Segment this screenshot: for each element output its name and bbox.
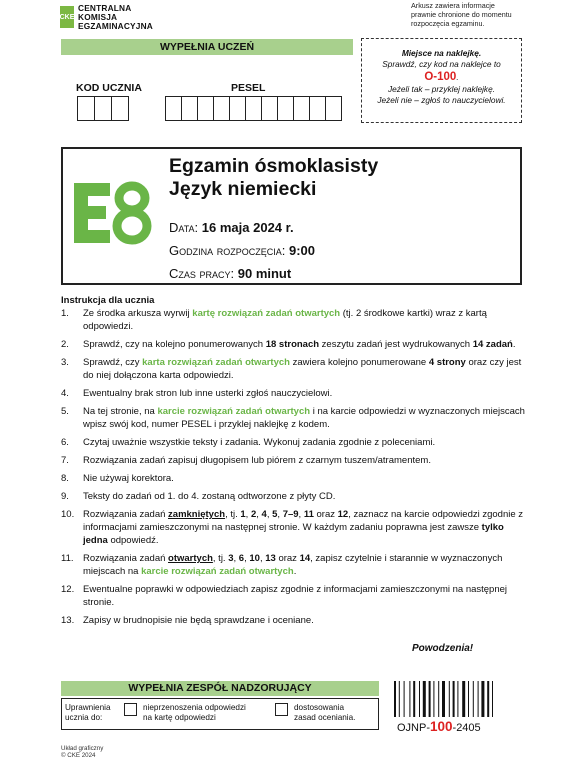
instruction-number: 5. bbox=[61, 406, 69, 417]
rights-label-line: Uprawnienia bbox=[65, 703, 111, 712]
date-label: Data: bbox=[169, 220, 199, 235]
duration-label: Czas pracy: bbox=[169, 266, 235, 281]
exam-start-time bbox=[169, 243, 315, 258]
instruction-text: , tj. bbox=[225, 509, 241, 520]
pesel-digit-box[interactable] bbox=[278, 96, 294, 121]
instruction-text: Ewentualny brak stron lub inne usterki zgłoś nauczycielowi. bbox=[83, 388, 333, 399]
pesel-label: PESEL bbox=[231, 82, 266, 94]
good-luck-text: Powodzenia! bbox=[412, 643, 474, 654]
sticker-line: Jeżeli nie – zgłoś to nauczycielowi. bbox=[377, 95, 506, 105]
instruction-text: Rozwiązania zadań bbox=[83, 509, 169, 520]
pesel-digit-box[interactable] bbox=[214, 96, 230, 121]
layout-note-line: Układ graficzny bbox=[61, 745, 104, 752]
date-value: 16 maja 2024 r. bbox=[201, 220, 294, 235]
instruction-text: Ewentualne poprawki w odpowiedziach zapisz zgodnie z informacjami zamieszczonymi na następnej stronie. bbox=[83, 584, 508, 608]
time-value: 9:00 bbox=[288, 243, 315, 258]
instruction-number: 1. bbox=[61, 308, 69, 319]
instruction-text: Teksty do zadań od 1. do 4. zostaną odtworzone z płyty CD. bbox=[83, 491, 336, 502]
instruction-number: 7. bbox=[61, 455, 69, 466]
instruction-text: zawiera kolejno ponumerowane bbox=[289, 357, 429, 368]
instruction-text: , bbox=[233, 553, 239, 564]
pesel-digit-box[interactable] bbox=[326, 96, 342, 121]
barcode-suffix: -2405 bbox=[452, 722, 481, 734]
no-transfer-checkbox[interactable] bbox=[124, 703, 137, 716]
instruction-number: 8. bbox=[61, 473, 69, 484]
instruction-item bbox=[61, 508, 531, 547]
instructions-heading: Instrukcja dla ucznia bbox=[61, 295, 155, 306]
notice-line: rozpoczęcia egzaminu. bbox=[411, 19, 485, 28]
e8-logo-icon bbox=[72, 180, 156, 246]
pesel-boxes[interactable] bbox=[165, 96, 342, 121]
instruction-text: zamkniętych bbox=[168, 509, 226, 520]
instruction-number: 4. bbox=[61, 388, 69, 399]
pesel-digit-box[interactable] bbox=[262, 96, 278, 121]
student-code-boxes[interactable] bbox=[77, 96, 129, 121]
instruction-text: , bbox=[244, 553, 250, 564]
instruction-text: , bbox=[259, 553, 266, 564]
instruction-item bbox=[61, 405, 531, 431]
barcode-variant: 100 bbox=[430, 719, 453, 734]
logo-line: EGZAMINACYJNA bbox=[78, 20, 153, 31]
code-digit-box[interactable] bbox=[112, 96, 129, 121]
no-transfer-option-label bbox=[143, 703, 246, 723]
pesel-digit-box[interactable] bbox=[310, 96, 326, 121]
pesel-digit-box[interactable] bbox=[294, 96, 310, 121]
code-digit-box[interactable] bbox=[95, 96, 112, 121]
instruction-text: 1 bbox=[240, 509, 246, 520]
instruction-text: 7–9 bbox=[282, 509, 299, 520]
student-section-band: WYPEŁNIA UCZEŃ bbox=[61, 39, 353, 55]
instruction-number: 10. bbox=[61, 509, 75, 520]
layout-note-line: © CKE 2024 bbox=[61, 752, 96, 759]
instruction-item bbox=[61, 490, 531, 503]
instruction-text: 11 bbox=[303, 509, 314, 520]
instruction-text: Nie używaj korektora. bbox=[83, 473, 174, 484]
exam-title-box bbox=[61, 147, 522, 285]
student-rights-box bbox=[61, 698, 379, 730]
instruction-text: karta rozwiązań zadań otwartych bbox=[142, 357, 290, 368]
instruction-text: zeszytu zadań jest wydrukowanych bbox=[319, 339, 473, 350]
instruction-number: 6. bbox=[61, 437, 69, 448]
instruction-text: 2 bbox=[250, 509, 257, 520]
instruction-number: 9. bbox=[61, 491, 69, 502]
pesel-digit-box[interactable] bbox=[230, 96, 246, 121]
exam-date bbox=[169, 220, 294, 235]
cke-logo-text bbox=[78, 4, 153, 31]
sticker-code-line bbox=[362, 70, 521, 84]
option-line: na kartę odpowiedzi bbox=[143, 713, 216, 722]
instruction-number: 3. bbox=[61, 357, 69, 368]
instruction-text: kartę rozwiązań zadań otwartych bbox=[192, 308, 341, 319]
instruction-item bbox=[61, 307, 531, 333]
instruction-text: Ze środka arkusza wyrwij bbox=[83, 308, 193, 319]
cke-logo-mark: CKE bbox=[60, 6, 74, 28]
instructions-list bbox=[61, 307, 531, 627]
time-label: Godzina rozpoczęcia: bbox=[169, 243, 286, 258]
instruction-text: Zapisy w brudnopisie nie będą sprawdzane i oceniane. bbox=[83, 615, 314, 626]
pesel-digit-box[interactable] bbox=[246, 96, 262, 121]
instruction-text: 12 bbox=[337, 509, 349, 520]
instruction-text: , zaznacz na karcie odpowiedzi zgodnie z informacjami zamieszczonymi na następnej stronie. W każdym zadaniu poprawna jest zawsze bbox=[83, 509, 524, 533]
instruction-text: karcie rozwiązań zadań otwartych bbox=[141, 566, 294, 577]
instruction-number: 13. bbox=[61, 615, 75, 626]
instruction-item bbox=[61, 552, 531, 578]
sticker-title: Miejsce na naklejkę. bbox=[401, 48, 482, 58]
instruction-text: karcie rozwiązań zadań otwartych bbox=[157, 406, 311, 417]
adjusted-grading-checkbox[interactable] bbox=[275, 703, 288, 716]
instruction-item bbox=[61, 583, 531, 609]
instruction-text: , zapisz czytelnie i starannie w wyznaczonych miejscach na bbox=[83, 553, 503, 577]
instruction-text: 5 bbox=[272, 509, 278, 520]
notice-line: prawnie chronione do momentu bbox=[411, 10, 512, 19]
barcode-code bbox=[397, 719, 481, 734]
instruction-item bbox=[61, 614, 531, 627]
instruction-text: (tj. 2 środkowe kartki) wraz z kartą odpowiedzi. bbox=[83, 308, 487, 332]
instruction-text: 14 bbox=[299, 553, 311, 564]
logo-line: CENTRALNA bbox=[78, 2, 132, 13]
sticker-line: Sprawdź, czy kod na naklejce to bbox=[382, 59, 501, 69]
pesel-digit-box[interactable] bbox=[166, 96, 182, 121]
layout-note bbox=[61, 745, 103, 759]
instruction-text: 4 strony bbox=[428, 357, 466, 368]
instruction-text: Rozwiązania zadań bbox=[83, 553, 169, 564]
pesel-digit-box[interactable] bbox=[182, 96, 198, 121]
cke-logo bbox=[59, 2, 153, 31]
instruction-text: Rozwiązania zadań zapisuj długopisem lub piórem z czarnym tuszem/atramentem. bbox=[83, 455, 431, 466]
supervisor-section-band: WYPEŁNIA ZESPÓŁ NADZORUJĄCY bbox=[61, 681, 379, 696]
logo-line: KOMISJA bbox=[78, 11, 118, 22]
instruction-text: , bbox=[266, 509, 273, 520]
instruction-text: , tj. bbox=[212, 553, 229, 564]
adjusted-grading-option-label bbox=[294, 703, 355, 723]
instruction-text: Czytaj uważnie wszystkie teksty i zadania. Wykonuj zadania zgodnie z poleceniami. bbox=[83, 437, 436, 448]
code-digit-box[interactable] bbox=[78, 96, 95, 121]
instruction-item bbox=[61, 454, 531, 467]
pesel-digit-box[interactable] bbox=[198, 96, 214, 121]
instruction-text: otwartych bbox=[168, 553, 213, 564]
instruction-item bbox=[61, 472, 531, 485]
instruction-text: oraz czy jest do niej dołączona karta odpowiedzi. bbox=[83, 357, 522, 381]
instruction-text: odpowiedź. bbox=[107, 535, 159, 546]
instruction-text: , bbox=[277, 509, 283, 520]
sticker-code-suffix: . bbox=[456, 72, 459, 82]
instruction-text: Sprawdź, czy na kolejno ponumerowanych bbox=[83, 339, 266, 350]
instruction-number: 12. bbox=[61, 584, 75, 595]
instruction-text: , bbox=[298, 509, 304, 520]
barcode-prefix: OJNP- bbox=[397, 722, 430, 734]
notice-line: Arkusz zawiera informacje bbox=[411, 1, 495, 10]
sticker-code: O-100 bbox=[424, 71, 457, 83]
option-line: zasad oceniania. bbox=[294, 713, 356, 722]
exam-title: Egzamin ósmoklasisty bbox=[169, 155, 379, 177]
student-code-label: KOD UCZNIA bbox=[76, 82, 142, 94]
rights-label-line: ucznia do: bbox=[65, 713, 103, 722]
instruction-text: oraz bbox=[313, 509, 338, 520]
option-line: nieprzenoszenia odpowiedzi bbox=[143, 703, 246, 712]
instruction-text: 4 bbox=[261, 509, 267, 520]
option-line: dostosowania bbox=[294, 703, 345, 712]
instruction-text: . bbox=[293, 566, 297, 577]
duration-value: 90 minut bbox=[237, 266, 292, 281]
rights-label bbox=[65, 703, 111, 723]
exam-subject: Język niemiecki bbox=[169, 178, 317, 200]
instruction-text: tylko jedna bbox=[83, 522, 504, 546]
instruction-text: 6 bbox=[238, 553, 245, 564]
instruction-text: oraz bbox=[275, 553, 300, 564]
legal-notice bbox=[411, 1, 551, 28]
instruction-item bbox=[61, 436, 531, 449]
instruction-number: 2. bbox=[61, 339, 69, 350]
instruction-text: 18 stronach bbox=[265, 339, 320, 350]
sticker-area[interactable] bbox=[361, 38, 522, 123]
sticker-line: Jeżeli tak – przyklej naklejkę. bbox=[388, 84, 495, 94]
instruction-item bbox=[61, 387, 531, 400]
instruction-text: . bbox=[512, 339, 516, 350]
exam-duration bbox=[169, 266, 291, 281]
instruction-text: , bbox=[245, 509, 251, 520]
instruction-text: Na tej stronie, na bbox=[83, 406, 158, 417]
instruction-text: 3 bbox=[228, 553, 234, 564]
instruction-item bbox=[61, 338, 531, 351]
barcode-icon bbox=[393, 681, 523, 717]
instruction-text: 13 bbox=[265, 553, 276, 564]
instruction-item bbox=[61, 356, 531, 382]
instruction-text: 10 bbox=[249, 553, 260, 564]
instruction-number: 11. bbox=[61, 553, 74, 564]
instruction-text: , bbox=[256, 509, 262, 520]
instruction-text: 14 zadań bbox=[472, 339, 513, 350]
instruction-text: Sprawdź, czy bbox=[83, 357, 143, 368]
instruction-text: i na karcie odpowiedzi w wyznaczonych miejscach wpisz swój kod, numer PESEL i przyklej naklejkę z kodem. bbox=[83, 406, 525, 430]
